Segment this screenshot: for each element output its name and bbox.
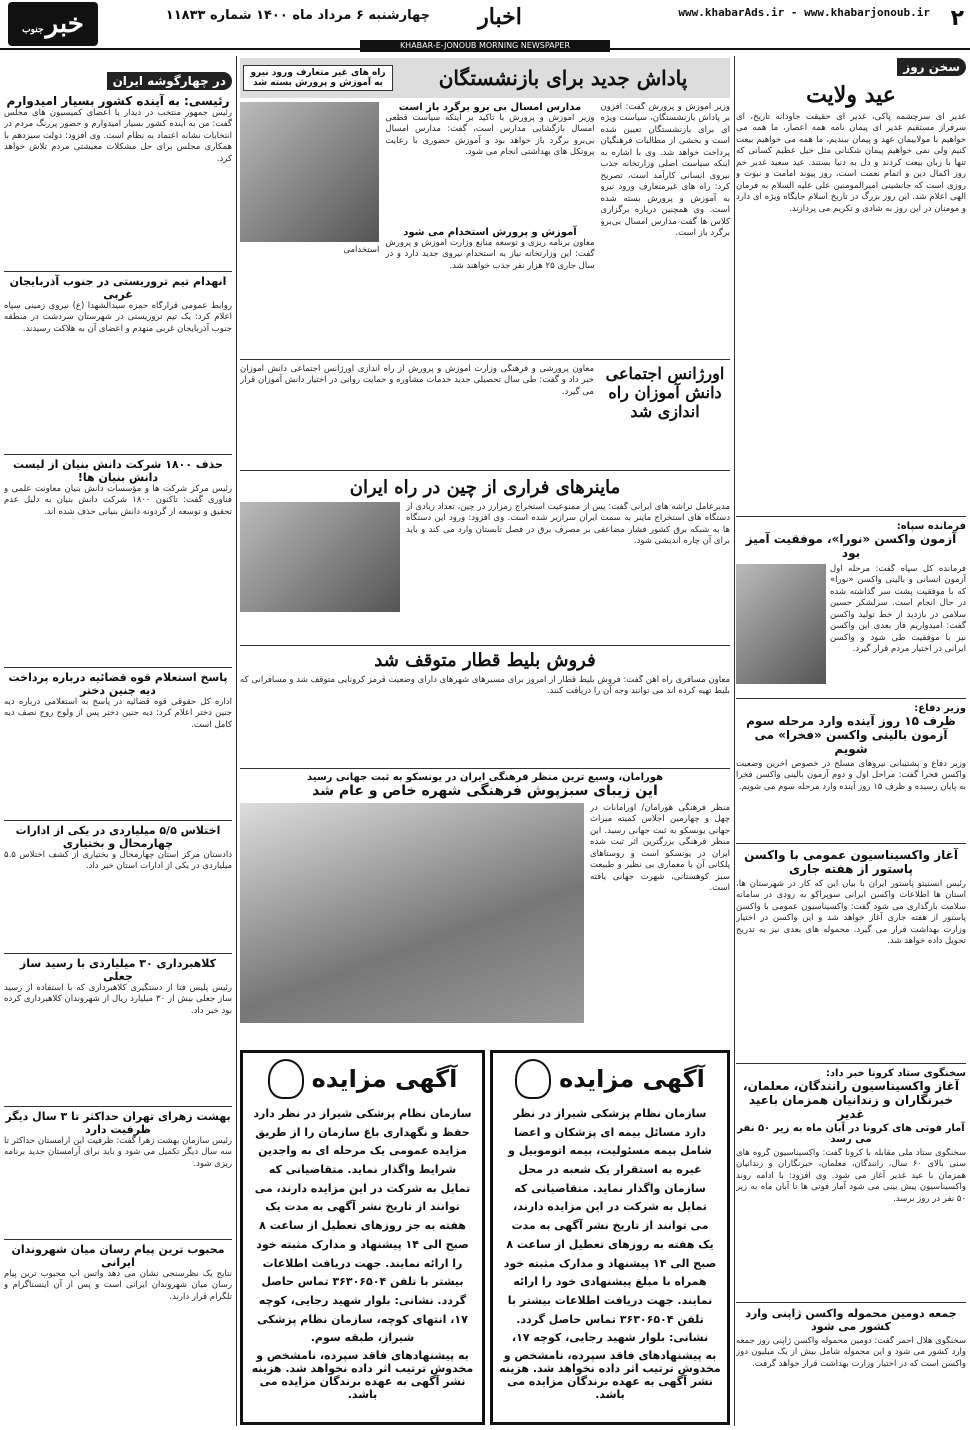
left-item-title: کلاهبرداری ۳۰ میلیاردی با رسید ساز جعلی <box>19 957 217 983</box>
left-item <box>4 824 232 950</box>
medical-council-emblem-icon <box>515 1059 551 1099</box>
section-title: اخبار <box>478 4 522 30</box>
column-divider <box>236 56 237 1426</box>
left-item-title: بهشت زهرای تهران حداکثر تا ۳ سال دیگر ظرفیت دارد <box>5 1110 231 1136</box>
left-item <box>4 957 232 1103</box>
mining-photo <box>240 502 400 612</box>
left-item-body: نتایج یک نظرسنجی نشان می دهد واتس اپ محبوب ترین پیام رسان میان شهروندان ایرانی است و پس از آن اینستاگرام و تلگرام قرار دارند. <box>4 1269 232 1302</box>
right-column <box>736 56 966 1426</box>
sub5-body: سخنگوی هلال احمر گفت: دومین محموله واکسن ژاپنی روز جمعه وارد کشور می شود و این محموله شامل بیش از یک میلیون دوز واکسن است که در اختیار وزارت بهداشت قرار خواهد گرفت. <box>736 1336 966 1369</box>
left-item-title: حذف ۱۸۰۰ شرکت دانش بنیان از لیست دانش بنیان ها! <box>13 458 223 484</box>
main-story-kicker: راه های غیر متعارف ورود نیرو به آموزش و پرورش بسته شد <box>243 65 393 91</box>
hawraman-photo <box>240 803 584 1023</box>
left-item <box>4 1243 232 1359</box>
newspaper-banner: KHABAR-E-JONOUB MORNING NEWSPAPER <box>360 40 610 52</box>
left-item <box>4 1110 232 1236</box>
left-item-body: رئیس مرکز شرکت ها و مؤسسات دانش بنیان معاونت علمی و فناوری گفت: تاکنون ۱۸۰۰ شرکت دانش بنیان به دلیل عدم تحقیق و توسعه از گردونه دانش بنیانی حذف شده اند. <box>4 484 232 517</box>
left-item-title: اختلاس ۵/۵ میلیاردی در یکی از ادارات چهارمحال و بختیاری <box>15 824 221 850</box>
masthead <box>0 0 970 50</box>
side2-body: معاون برنامه ریزی و توسعه منابع وزارت آموزش و پرورش گفت: این وزارتخانه نیاز به استخدام نیروی جدید دارد و در سال جاری ۲۵ هزار نفر جذب خواهند شد. <box>385 238 595 271</box>
editorial-label: سخن روز <box>897 58 966 76</box>
sub5-title: جمعه دومین محموله واکسن ژاپنی وارد کشور می شود <box>745 1307 957 1333</box>
ad-title: آگهی مزایده <box>559 1065 705 1093</box>
photo-caption: استخدامی <box>343 245 380 255</box>
side2-head: آموزش و پرورش استخدام می شود <box>403 227 577 238</box>
left-item-body: رئیس پلیس فتا از دستگیری کلاهبرداری که با استفاده از رسید ساز جعلی بیش از ۳۰ میلیارد ریال از شهروندان کلاهبرداری کرده بود خبر داد. <box>4 983 232 1016</box>
ad-title: آگهی مزایده <box>311 1065 458 1093</box>
newspaper-logo: خبرجنوب <box>8 2 98 46</box>
page-number: ۲ <box>950 6 964 31</box>
ad-body: سازمان نظام پزشکی شیراز در نظر دارد حفظ و نگهداری باغ سازمان را از طریق مزایده عمومی یک مرحله ای به واجدین شرایط واگذار نماید. متقاضیانی که تمایل به شرکت در این مزایده دارند، می توانند از تاریخ نشر آگهی به مدت یک هفته به جز روزهای تعطیل از ساعت ۸ صبح الی ۱۴ پیشنهاد و مدارک مثبته خود را ارائه نمایند. جهت دریافت اطلاعات بیشتر با تلفن ۳۶۳۰۶۵۰۴ تماس حاصل گردد. نشانی: بلوار شهید رجایی، کوچه ۱۷، انتهای کوچه، سازمان نظام پزشکی شیراز، طبقه سوم. <box>253 1107 472 1345</box>
sub2-body: وزیر دفاع و پشتیبانی نیروهای مسلح در خصوص آخرین وضعیت واکسن فخرا گفت: مراحل اول و دوم آزمون بالینی واکسن فخرا به پایان رسیده و ظرف ۱۵ روز آینده وارد مرحله سوم می شویم. <box>736 759 966 792</box>
left-item <box>4 275 232 451</box>
auction-ad-right <box>490 1050 730 1425</box>
sub1-body: فرمانده کل سپاه گفت: مرحله اول آزمون انسانی و بالینی واکسن «نورا» که با موفقیت پشت سر گذاشته شده در حال انجام است. سرلشکر حسین سلامی در بازدید از خط تولید واکسن گفت: امیدواریم فاز بعدی این واکسن نیز با موفقیت طی شود و واکسن ایرانی در اختیار مردم قرار گیرد. <box>830 564 966 655</box>
sub4-kicker: سخنگوی ستاد کرونا خبر داد: <box>825 1068 966 1079</box>
hawraman-body: منظر فرهنگی هورامان/ اورامانات در چهل و چهارمین اجلاس کمیته میراث جهانی یونسکو به ثبت جهانی رسید. این منظر فرهنگی بزرگترین اثر ثبت شده ایران در یونسکو است و روستاهای پلکانی آن با معماری بی نظیر و طبیعت سبز کوهستانی، شهرت جهانی یافته است. <box>590 803 730 894</box>
sub4-lead: آمار فوتی های کرونا در آبان ماه به زیر ۵۰ نفر می رسد <box>737 1123 965 1145</box>
ad-footer: به پیشنهادهای فاقد سپرده، نامشخص و مخدوش ترتیب اثر داده نخواهد شد. هزینه نشر آگهی به عهده برندگان مزایده می باشد. <box>251 1349 474 1401</box>
sub2-kicker: وزیر دفاع: <box>914 703 966 714</box>
commander-photo <box>736 564 826 684</box>
side-body: وزیر آموزش و پرورش با تاکید بر اینکه سیاست قطعی امسال بازگشایی مدارس است، گفت: مدارس امسال بی‌برو برگرد باز خواهد بود و آموزش حضوری با رعایت پروتکل های بهداشتی انجام می شود. <box>385 113 595 158</box>
editorial-body: غدیر ای سرچشمه پاکی، غدیر ای حقیقت جاودانه تاریخ، ای سرفراز مستقیم غدیر ای پیمان نامه همه اعصار، ما همه می خواهیم با مولاییمان عهد و پیمان ببندیم، ما همه می خواهیم بیعت کنیم ولی نمی خواهیم پیمان شکنانی مثل خیل عظیم کسانی که تنها با زبان بیعت کردند و دل به دنیا بستند. عید سعید غدیر خم روز اکمال دین و اتمام نعمت است، روز پیوند امامت و نبوت و روزی است که جانشینی امیرالمومنین علی علیه السلام به فرمان الهی اعلام شد. این روز بزرگ در تاریخ اسلام جایگاه ویژه ای دارد و مومنان در این روز به شادی و تکریم می پردازند. <box>736 112 966 214</box>
left-item-body: رئیس جمهور منتخب در دیدار با اعضای کمیسیون های مجلس گفت: من به آینده کشور بسیار امیدوارم و حضور پررنگ مردم در انتخابات نشانه اعتماد به نظام است. وی افزود: دولت سیزدهم با همکاری مجلس برای حل مشکلات معیشتی مردم تلاش خواهد کرد. <box>4 108 232 164</box>
left-item-title: پاسخ استعلام قوه قضائیه درباره پرداخت دیه جنین دختر <box>8 671 228 697</box>
auction-ad-left <box>240 1050 485 1425</box>
main-story-title: پاداش جدید برای بازنشستگان <box>438 66 688 90</box>
column-divider <box>734 56 735 1426</box>
left-item <box>4 94 232 268</box>
ad-body: سازمان نظام پزشکی شیراز در نظر دارد مسائل بیمه ای پزشکان و اعضا شامل بیمه مسئولیت، بیمه اتوموبیل و غیره به استقرار یک شعبه در محل سازمان واگذار نماید. متقاضیانی که تمایل به شرکت در این مزایده دارند، می توانند از تاریخ نشر آگهی به مدت یک هفته به روزهای تعطیل از ساعت ۸ صبح الی ۱۴ پیشنهاد و مدارک مثبته خود همراه با مبلغ پیشنهادی خود را ارائه نمایند. جهت دریافت اطلاعات بیشتر با تلفن ۳۶۳۰۶۵۰۴ تماس حاصل گردد. نشانی: بلوار شهید رجایی، کوچه ۱۷، <box>503 1107 717 1345</box>
left-item <box>4 671 232 817</box>
mining-story <box>240 470 730 640</box>
sub3-body: رئیس انستیتو پاستور ایران با بیان این که کار در شهرستان ها، استان ها اطلاعات واکسن ایرانی سوپراکو به زودی در سامانه سلامت بارگذاری می شود گفت: واکسیناسیون عمومی با واکسن پاستور از هفته جاری آغاز خواهد شد و این واکسن در اختیار وزارت بهداشت قرار می گیرد. محموله های بعدی نیز به تدریج تحویل داده خواهد شد. <box>736 879 966 947</box>
left-item-body: روابط عمومی قرارگاه حمزه سیدالشهدا (ع) نیروی زمینی سپاه اعلام کرد: یک تیم تروریستی در شهرستان سردشت در منطقه جنوب آذربایجان غربی منهدم و اعضای آن به هلاکت رسیدند. <box>4 301 232 334</box>
left-item-body: اداره کل حقوقی قوه قضائیه در پاسخ به استعلامی درباره دیه جنین دختر اعلام کرد: دیه جنین دختر پس از ولوج روح نصف دیه کامل است. <box>4 697 232 730</box>
social-emergency-body: معاون پرورشی و فرهنگی وزارت آموزش و پرورش از راه اندازی اورژانس اجتماعی دانش آموزان خبر داد و گفت: طی سال تحصیلی جدید خدمات مشاوره و حمایت روانی در اختیار دانش آموزان قرار می گیرد. <box>240 364 594 397</box>
hawraman-story <box>240 768 730 1043</box>
left-item-body: دادستان مرکز استان چهارمحال و بختیاری از کشف اختلاس ۵.۵ میلیاردی در یکی از ادارات استان خبر داد. <box>4 850 232 872</box>
left-item-title: محبوب ترین پیام رسان میان شهروندان ایرانی <box>11 1243 225 1269</box>
mining-title: ماینرهای فراری از چین در راه ایران <box>349 477 621 498</box>
hawraman-kicker: هورامان، وسیع ترین منظر فرهنگی ایران در یونسکو به ثبت جهانی رسید <box>306 772 664 783</box>
ad-footer: به پیشنهادهای فاقد سپرده، نامشخص و مخدوش ترتیب اثر داده نخواهد شد. هزینه نشر آگهی به عهده برندگان مزایده می باشد. <box>499 1349 721 1401</box>
social-emergency-title: اورژانس اجتماعی دانش آموزان راه اندازی شد <box>605 364 725 421</box>
sub4-body: سخنگوی ستاد ملی مقابله با کرونا گفت: واکسیناسیون گروه های سنی بالای ۶۰ سال، رانندگان، معلمان، خبرنگاران و زندانیان همزمان با عید غدیر آغاز می شود. وی افزود: با ادامه روند واکسیناسیون پیش بینی می شود آمار فوتی ها تا آبان ماه به زیر ۵۰ نفر در روز برسد. <box>736 1148 966 1204</box>
left-item-body: رئیس سازمان بهشت زهرا گفت: ظرفیت این آرامستان حداکثر تا سه سال دیگر تکمیل می شود و باید برای آرامستان جدید برنامه ریزی شود. <box>4 1136 232 1169</box>
left-column <box>4 70 232 1425</box>
provinces-label: در چهارگوشه ایران <box>107 72 232 90</box>
mining-body: مدیرعامل تراشه های ایرانی گفت: پس از ممنوعیت استخراج رمزارز در چین، تعداد زیادی از دستگاه های استخراج ماینر به سمت ایران سرازیر شده است. وی افزود: ورود این دستگاه ها به شبکه برق کشور فشار مضاعفی بر مصرف برق در فصل تابستان وارد می کند و باید برای آن چاره اندیشی شود. <box>406 502 730 547</box>
side-head: مدارس امسال بی برو برگرد باز است <box>398 102 582 113</box>
sub2-title: ظرف ۱۵ روز آینده وارد مرحله سوم آزمون بالینی واکسن «فخرا» می شویم <box>746 714 956 756</box>
train-story <box>240 645 730 765</box>
sub1-title: آزمون واکسن «نورا»، موفقیت آمیز بود <box>745 532 957 560</box>
sub4-title: آغاز واکسیناسیون رانندگان، معلمان، خبرنگاران و زندانیان همزمان باعید غدیر <box>743 1079 959 1121</box>
train-body: معاون مسافری راه آهن گفت: فروش بلیط قطار از امروز برای مسیرهای شهرهای دارای وضعیت قرمز کرونایی متوقف شد و مسافرانی که بلیط تهیه کرده اند می توانند وجه آن را دریافت کنند. <box>240 675 730 697</box>
website-urls[interactable]: www.khabarAds.ir - www.khabarjonoub.ir <box>678 6 930 19</box>
train-title: فروش بلیط قطار متوقف شد <box>374 650 596 671</box>
medical-council-emblem-icon <box>268 1059 304 1099</box>
left-item <box>4 458 232 664</box>
hawraman-title: این زیبای سبزپوش فرهنگی شهره خاص و عام شد <box>312 783 658 799</box>
main-story-body: وزیر آموزش و پرورش گفت: افزون بر پاداش بازنشستگان، سیاست ویژه ای برای بازنشستگان تعیین شده است و بخشی از مطالبات فرهنگیان پرداخت خواهد شد. وی با اشاره به اینکه سیاست اصلی وزارتخانه جذب نیروی انسانی کارآمد است، تصریح کرد: راه های غیرمتعارف ورود نیرو به آموزش و پرورش بسته شده است. وی همچنین درباره برگزاری کلاس ها گفت مدارس امسال بی‌برو برگرد باز است. <box>600 102 730 239</box>
sub3-title: آغاز واکسیناسیون عمومی با واکسن پاستور از هفته جاری <box>744 848 958 876</box>
minister-photo <box>240 102 379 242</box>
left-item-title: رئیسی: به آینده کشور بسیار امیدوارم <box>6 94 230 108</box>
sub1-kicker: فرمانده سپاه: <box>896 521 966 532</box>
editorial-title: عید ولایت <box>806 82 896 108</box>
left-item-title: انهدام تیم تروریستی در جنوب آذربایجان غربی <box>9 275 227 301</box>
issue-date: چهارشنبه ۶ مرداد ماه ۱۴۰۰ شماره ۱۱۸۳۳ <box>165 8 430 23</box>
